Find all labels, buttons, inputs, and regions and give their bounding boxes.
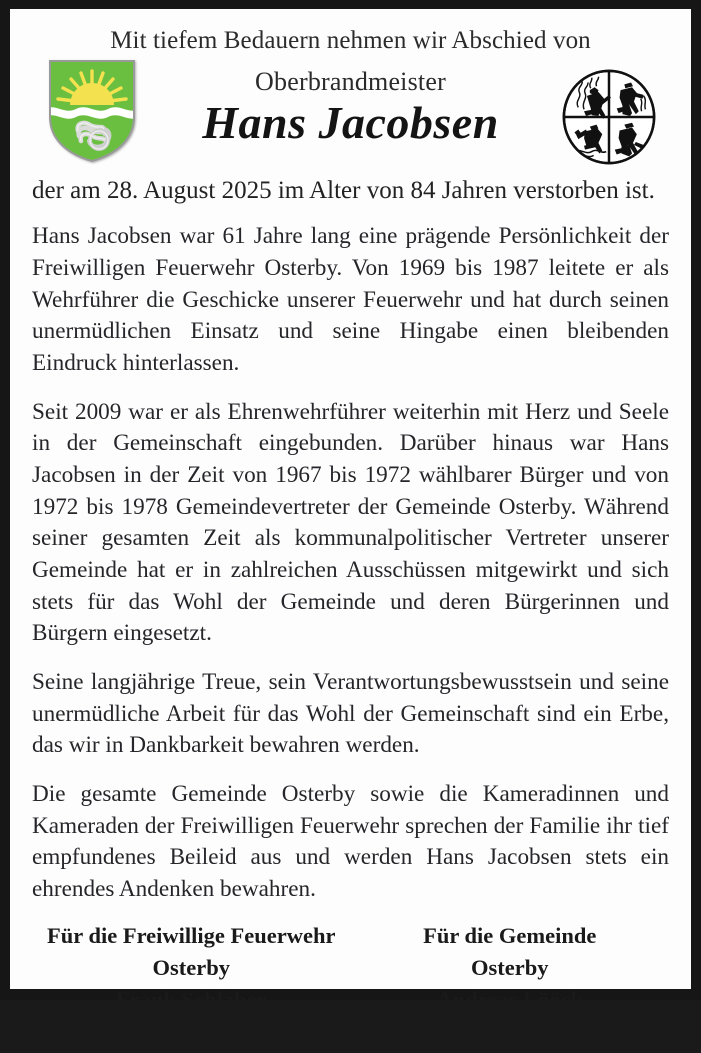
fire-brigade-emblem-slot [549,59,669,175]
signature-person: Andreas Lööck [436,986,583,1012]
deceased-name: Hans Jacobsen [202,97,499,149]
signature-fire-brigade [32,920,351,1048]
death-line: der am 28. August 2025 im Alter von 84 Jahren verstorben ist. [32,176,655,204]
signature-heading: Für die Freiwillige Feuerwehr [47,922,336,948]
signature-person: Frank Schlaber [115,986,267,1012]
signature-block [32,920,669,1053]
paragraph: Hans Jacobsen war 61 Jahre lang eine prägende Persönlichkeit der Freiwilligen Feuerwehr Osterby. Von 1969 bis 1987 leitete er als Wehrführer die Geschicke unserer Feuerwehr und hat durch seinen unermüdlichen Einsatz und seine Hingabe einen bleibenden Eindruck hinterlassen. [32,223,669,376]
fire-brigade-roundel-icon [561,69,657,165]
body-copy [32,221,669,905]
paragraph: Seit 2009 war er als Ehrenwehrführer weiterhin mit Herz und Seele in der Gemeinschaft eingebunden. Darüber hinaus war Hans Jacobsen in der Zeit von 1967 bis 1972 wählbarer Bürger und von 1972 bis 1978 Gemeindevertreter der Gemeinde Osterby. Während seiner gesamten Zeit als kommunalpolitischer Vertreter unserer Gemeinde hat er in zahlreichen Ausschüssen mitgewirkt und sich stets für das Wohl der Gemeinde und deren Bürgerinnen und Bürgern eingesetzt. [32,398,669,647]
paragraph: Die gesamte Gemeinde Osterby sowie die Kameradinnen und Kameraden der Freiwilligen Feuerwehr sprechen der Familie ihr tief empfundenes Beileid aus und werden Hans Jacobsen stets ein ehrendes Andenken bewahren. [32,781,669,903]
title-block [152,59,549,149]
rank-label: Oberbrandmeister [255,66,446,96]
coat-of-arms-slot [32,59,152,163]
signature-place: Osterby [152,954,230,980]
obituary-sheet [10,9,691,1044]
lead-line: Mit tiefem Bedauern nehmen wir Abschied von [110,27,591,54]
header-row [32,59,669,175]
signature-role: Bürgermeister [439,1018,580,1044]
signature-place: Osterby [471,954,549,980]
signature-heading: Für die Gemeinde [423,922,597,948]
signature-municipality [351,920,670,1048]
osterby-coat-of-arms-icon [48,59,136,163]
signature-role: Wehrführer [133,1018,250,1044]
paragraph: Seine langjährige Treue, sein Verantwortungsbewusstsein und seine unermüdliche Arbeit für das Wohl der Gemeinschaft sind ein Erbe, das wir in Dankbarkeit bewahren werden. [32,668,669,759]
